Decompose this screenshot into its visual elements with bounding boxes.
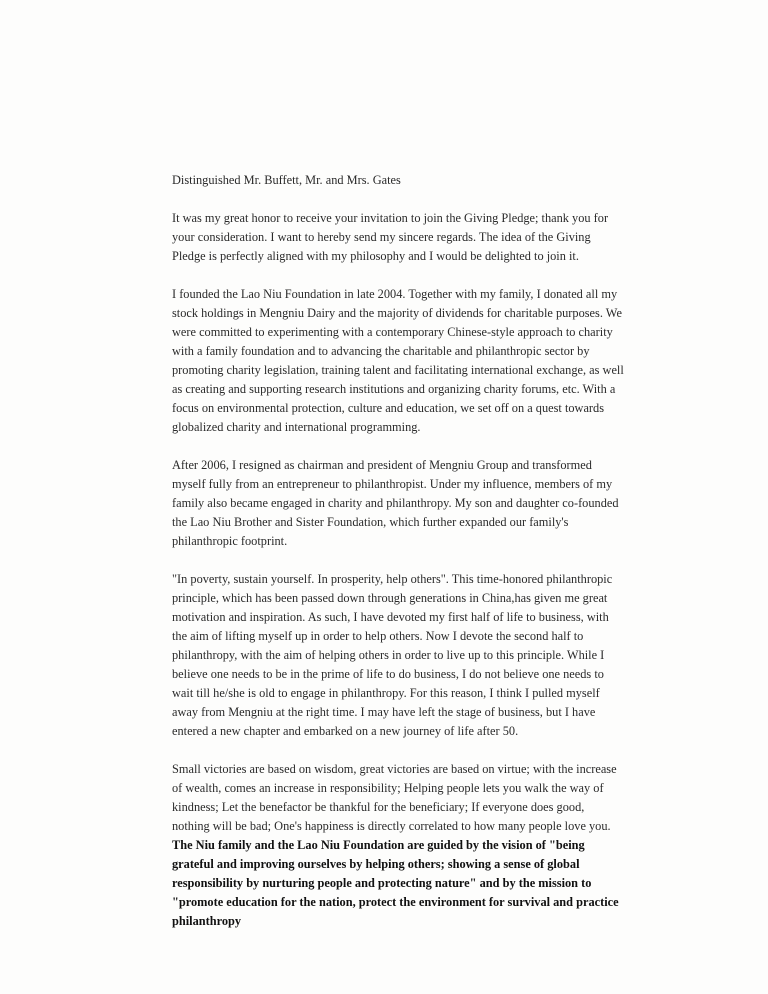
letter-paragraph-2: I founded the Lao Niu Foundation in late 2004. Together with my family, I donated all my stock holdings in Mengniu Dairy and the majority of dividends for charitable purposes. We were committed to experimenting with a contemporary Chinese-style approach to charity with a family foundation and to advancing the charitable and philanthropic sector by promoting charity legislation, training talent and facilitating international exchange, as well as creating and supporting research institutions and organizing charity forums, etc. With a focus on environmental protection, culture and education, we set off on a quest towards globalized charity and international programming. bbox=[172, 287, 624, 434]
letter-salutation: Distinguished Mr. Buffett, Mr. and Mrs. Gates bbox=[172, 173, 401, 187]
letter-paragraph-3: After 2006, I resigned as chairman and president of Mengniu Group and transformed myself fully from an entrepreneur to philanthropist. Under my influence, members of my family also became engaged in charity and philanthropy. My son and daughter co-founded the Lao Niu Brother and Sister Foundation, which further expanded our family's philanthropic footprint. bbox=[172, 458, 619, 548]
letter-paragraph-1: It was my great honor to receive your invitation to join the Giving Pledge; thank you for your consideration. I want to hereby send my sincere regards. The idea of the Giving Pledge is perfectly aligned with my philosophy and I would be delighted to join it. bbox=[172, 211, 609, 263]
letter-paragraph-5-bold-text: The Niu family and the Lao Niu Foundation are guided by the vision of "being grateful and improving ourselves by helping others; showing a sense of global responsibility by nurturing people and protecting nature" and by the mission to "promote education for the nation, protect the environment for survival and practice philanthropy bbox=[172, 838, 619, 928]
letter-paragraph-4: "In poverty, sustain yourself. In prosperity, help others". This time-honored philanthropic principle, which has been passed down through generations in China,has given me great motivation and inspiration. As such, I have devoted my first half of life to business, with the aim of lifting myself up in order to help others. Now I devote the second half to philanthropy, with the aim of helping others in order to live up to this principle. While I believe one needs to be in the prime of life to do business, I do not believe one needs to wait till he/she is old to engage in philanthropy. For this reason, I think I pulled myself away from Mengniu at the right time. I may have left the stage of business, but I have entered a new chapter and embarked on a new journey of life after 50. bbox=[172, 572, 613, 738]
letter-paragraph-5 bbox=[172, 760, 624, 931]
letter-paragraph-5-regular-text: Small victories are based on wisdom, great victories are based on virtue; with the increase of wealth, comes an increase in responsibility; Helping people lets you walk the way of kindness; Let the benefactor be thankful for the beneficiary; If everyone does good, nothing will be bad; One's happiness is directly correlated to how many people love you. bbox=[172, 762, 617, 833]
letter-body bbox=[172, 171, 624, 931]
